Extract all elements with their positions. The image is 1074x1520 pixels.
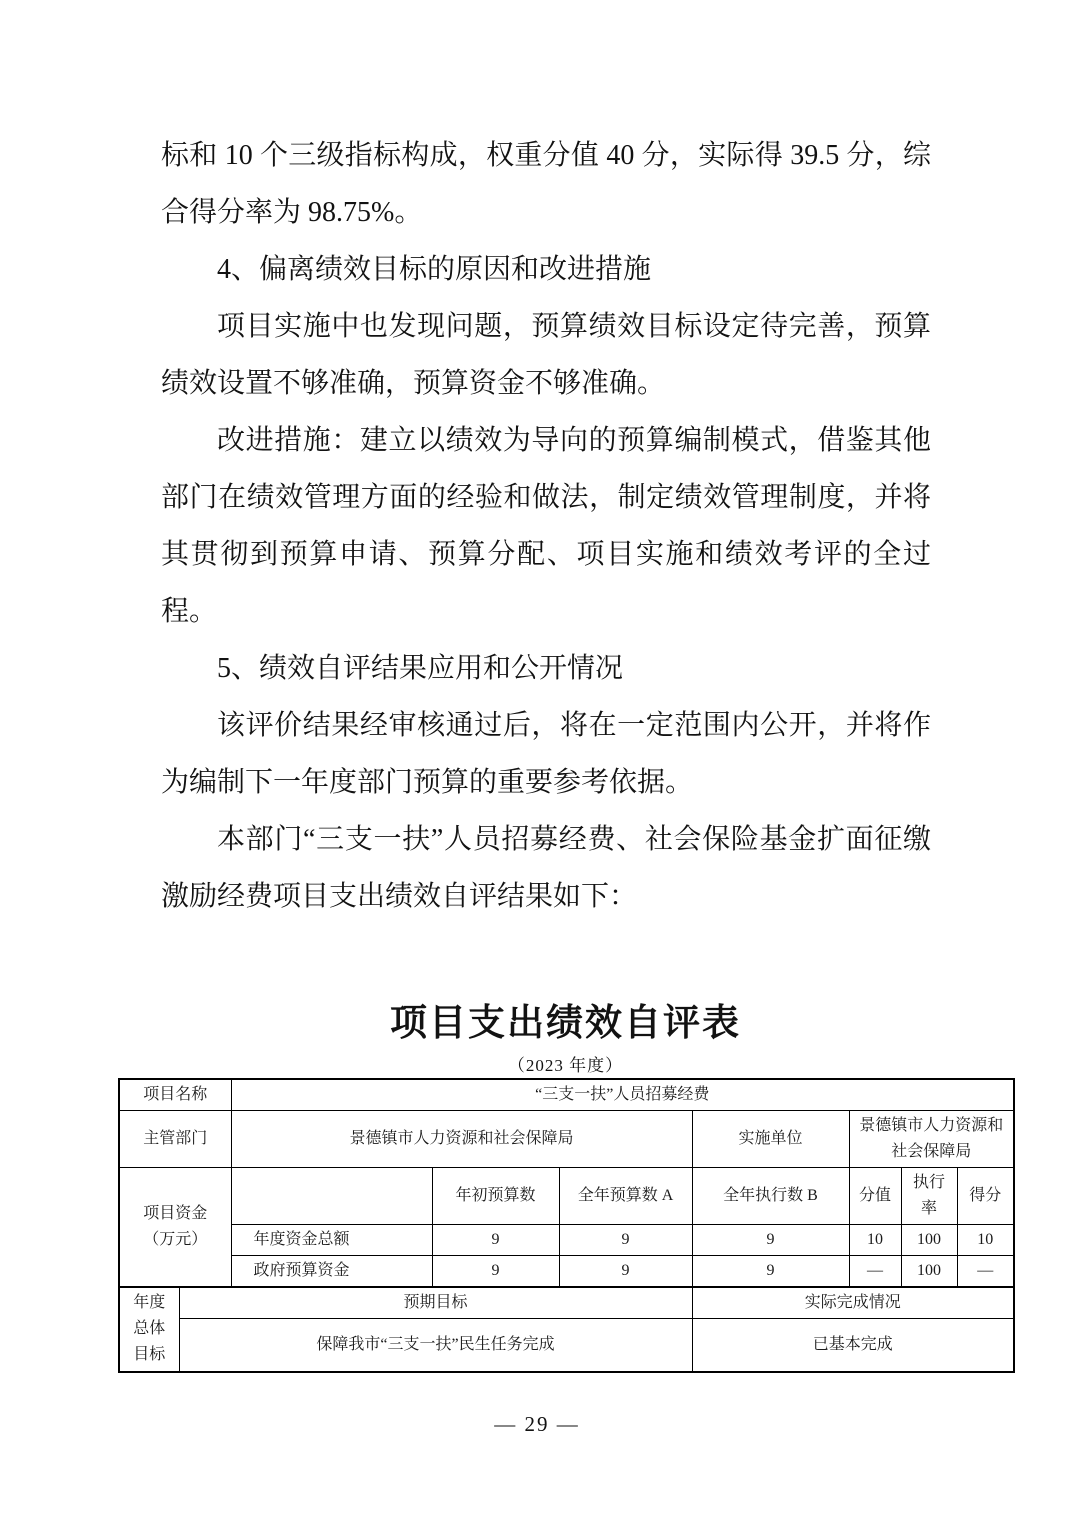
row-departments	[119, 1111, 1014, 1168]
expected-goal-value: 保障我市“三支一扶”民生任务完成	[179, 1319, 692, 1372]
header-execution-rate: 执行率	[901, 1168, 957, 1225]
gov-budget-label: 政府预算资金	[231, 1256, 432, 1288]
funds-subcol-blank	[231, 1168, 432, 1225]
gov-budget-exec-rate: 100	[901, 1256, 957, 1288]
actual-completion-value: 已基本完成	[692, 1319, 1014, 1372]
table-subtitle-year: （2023 年度）	[507, 1056, 624, 1075]
paragraph-score-summary: 标和 10 个三级指标构成，权重分值 40 分，实际得 39.5 分，综合得分率为 98.75%。	[161, 140, 931, 228]
annual-total-score: 10	[957, 1225, 1014, 1256]
impl-unit-value: 景德镇市人力资源和社会保障局	[849, 1111, 1014, 1168]
gov-budget-score: —	[957, 1256, 1014, 1288]
self-eval-table	[118, 1078, 1013, 1373]
annual-goal-label	[119, 1288, 179, 1372]
annual-goal-label-line1: 年度	[133, 1294, 166, 1312]
header-annual-execution: 全年执行数 B	[692, 1168, 849, 1225]
gov-budget-budget-a: 9	[559, 1256, 692, 1288]
row-gov-budget-funds	[119, 1256, 1014, 1288]
annual-goal-label-line2: 总体	[133, 1320, 166, 1338]
header-score-value: 分值	[849, 1168, 901, 1225]
header-score: 得分	[957, 1168, 1014, 1225]
table-title: 项目支出绩效自评表	[390, 1003, 741, 1044]
paragraph-improvements: 改进措施：建立以绩效为导向的预算编制模式，借鉴其他部门在绩效管理方面的经验和做法，制定绩效管理制度，并将其贯彻到预算申请、预算分配、项目实施和绩效考评的全过程。	[161, 425, 931, 627]
self-eval-table-goal	[118, 1288, 1015, 1373]
row-fund-headers	[119, 1168, 1014, 1225]
gov-budget-exec-b: 9	[692, 1256, 849, 1288]
funds-label-line1: 项目资金	[143, 1205, 208, 1222]
expected-goal-header: 预期目标	[179, 1288, 692, 1319]
gov-budget-score-value: —	[849, 1256, 901, 1288]
row-annual-total-funds	[119, 1225, 1014, 1256]
paragraph-intro-table: 本部门“三支一扶”人员招募经费、社会保险基金扩面征缴激励经费项目支出绩效自评结果如下：	[161, 824, 931, 912]
row-project-name	[119, 1079, 1014, 1111]
department-value: 景德镇市人力资源和社会保障局	[231, 1111, 692, 1168]
self-eval-table-top	[118, 1078, 1015, 1288]
project-name-label: 项目名称	[119, 1079, 231, 1111]
paragraph-heading-5: 5、绩效自评结果应用和公开情况	[217, 653, 624, 684]
header-initial-budget: 年初预算数	[432, 1168, 559, 1225]
department-label: 主管部门	[119, 1111, 231, 1168]
paragraph-problems: 项目实施中也发现问题，预算绩效目标设定待完善，预算绩效设置不够准确，预算资金不够准确。	[161, 311, 931, 399]
funds-label-line2: （万元）	[143, 1231, 208, 1248]
row-goal-headers	[119, 1288, 1014, 1319]
actual-completion-header: 实际完成情况	[692, 1288, 1014, 1319]
annual-goal-label-line3: 目标	[133, 1346, 166, 1364]
impl-unit-label: 实施单位	[692, 1111, 849, 1168]
body-text-block	[161, 127, 931, 925]
annual-total-label: 年度资金总额	[231, 1225, 432, 1256]
funds-label	[119, 1168, 231, 1288]
header-annual-budget: 全年预算数 A	[559, 1168, 692, 1225]
annual-total-initial: 9	[432, 1225, 559, 1256]
annual-total-score-value: 10	[849, 1225, 901, 1256]
gov-budget-initial: 9	[432, 1256, 559, 1288]
annual-total-exec-b: 9	[692, 1225, 849, 1256]
annual-total-exec-rate: 100	[901, 1225, 957, 1256]
paragraph-result-usage: 该评价结果经审核通过后，将在一定范围内公开，并将作为编制下一年度部门预算的重要参考依据。	[161, 710, 931, 798]
annual-total-budget-a: 9	[559, 1225, 692, 1256]
row-goal-values	[119, 1319, 1014, 1372]
page-number: — 29 —	[494, 1412, 580, 1436]
project-name-value: “三支一扶”人员招募经费	[231, 1079, 1014, 1111]
paragraph-heading-4: 4、偏离绩效目标的原因和改进措施	[217, 254, 652, 285]
